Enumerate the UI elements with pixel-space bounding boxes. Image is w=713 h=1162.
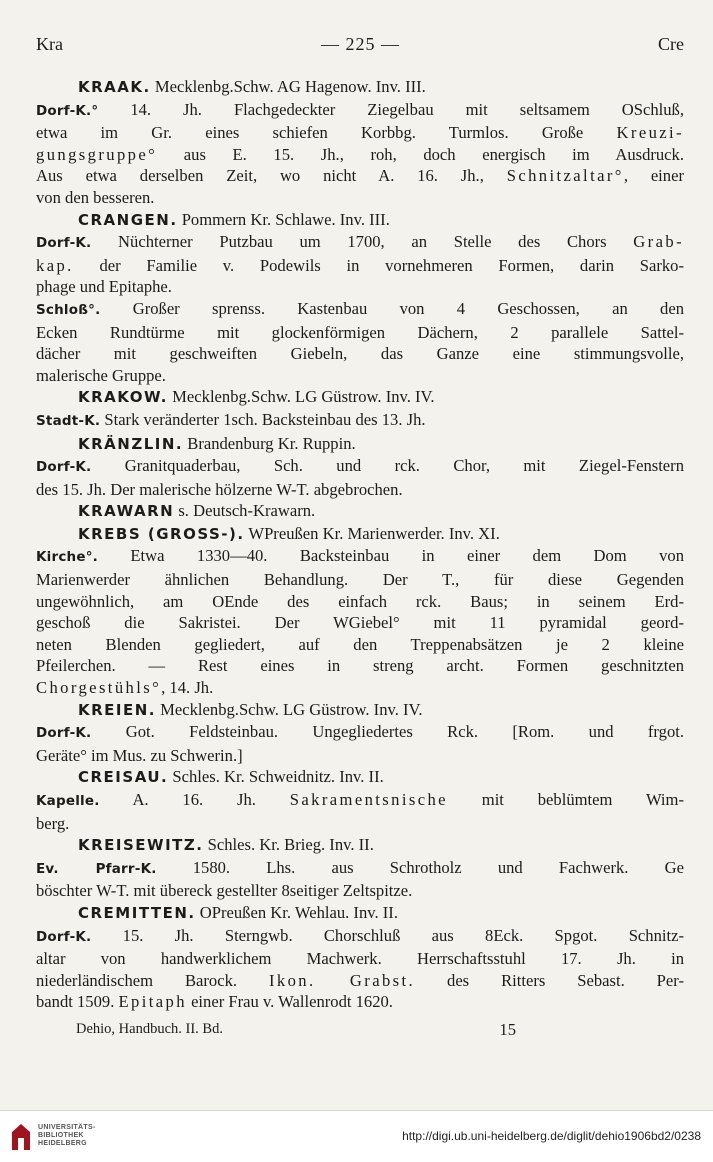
entry-headword: KRAKOW. [78,388,169,407]
text-segment: Stark veränderter 1sch. Backsteinbau des 13. Jh. [100,409,426,429]
text-line [36,766,684,789]
text-line [36,209,684,232]
text-line [36,745,684,767]
text-line [36,187,684,209]
text-segment: altar von handwerklichem Machwerk. Herrschaftsstuhl 17. Jh. in [36,949,684,969]
text-segment: aus E. 15. Jh., roh, doch energisch im Ausdruck. [157,144,684,164]
footer-signature: Dehio, Handbuch. II. Bd. [76,1020,223,1037]
text-line [36,231,684,255]
building-label: Kapelle. [36,793,100,809]
text-segment: Got. Feldsteinbau. Ungegliedertes Rck. [Rom. und frgot. [91,722,684,742]
text-line [36,857,684,881]
text-line [36,902,684,925]
text-line [36,677,684,699]
text-segment: A. 16. Jh. [99,790,290,809]
entry-headword: KRAWARN [78,502,175,521]
text-line [36,569,684,591]
building-label: Dorf-K. [36,928,92,945]
text-line [36,122,684,144]
text-line [36,479,684,501]
text-segment: Großer sprenss. Kastenbau von 4 Geschossen, an den [100,298,684,318]
text-segment: Schnitzaltar° [506,166,624,186]
text-line [36,433,684,456]
text-line [36,500,684,523]
text-segment: niederländischem Barock. [36,970,269,990]
text-line [36,144,684,166]
text-segment: geschoß die Sakristei. Der WGiebel° mit 11 pyramidal geord- [36,613,684,633]
text-segment: , einer [623,166,684,186]
building-label: Kirche°. [36,549,98,566]
text-segment: Mecklenbg.Schw. AG Hagenow. Inv. III. [150,77,426,96]
text-segment: ungewöhnlich, am OEnde des einfach rck. Baus; in seinem Erd- [36,591,684,611]
text-segment: einer Frau v. Wallenrodt 1620. [186,992,393,1012]
text-segment: kap. [36,255,74,275]
text-segment: berg. [36,813,70,833]
footer [36,1019,684,1041]
text-segment: 15. Jh. Sterngwb. Chorschluß aus 8Eck. Spgot. Schnitz- [91,925,684,945]
text-line [36,99,684,123]
text-segment: gungsgruppe° [36,144,158,164]
entry [36,834,684,902]
entry-headword: KREISEWITZ. [78,836,204,855]
entry [36,766,684,834]
text-segment: malerische Gruppe. [36,365,166,385]
bottom-bar [0,1110,713,1162]
building-label: Dorf-K. [36,725,92,742]
text-segment: dächer mit geschweiften Giebeln, das Ganze eine stimmungsvolle, [36,344,684,364]
text-line [36,991,684,1013]
entry-headword: KRAAK. [78,78,151,96]
text-line [36,970,684,992]
text-line [36,655,684,677]
entry [36,699,684,767]
text-segment: Nüchterner Putzbau um 1700, an Stelle des Chors [91,232,634,252]
building-label: Dorf-K. [36,459,92,476]
text-segment: , 14. Jh. [161,678,214,698]
entry [36,386,684,432]
text-segment: bandt 1509. [36,992,119,1012]
text-line [36,789,684,813]
text-segment: Granitquaderbau, Sch. und rck. Chor, mit Ziegel-Fenstern [91,456,684,476]
building-label: Stadt-K. [36,412,101,429]
entry [36,902,684,1013]
text-line [36,276,684,298]
text-segment: Ikon. Grabst. [268,970,416,990]
building-label: Dorf-K. [36,235,92,252]
text-segment: Ecken Rundtürme mit glockenförmigen Dächern, 2 parallele Sattel- [36,322,684,342]
text-segment: der Familie v. Podewils in vornehmeren Formen, darin Sarko- [73,255,684,275]
text-segment: Kreuzi- [616,123,684,143]
text-line [36,255,684,277]
text-line [36,699,684,722]
text-segment: phage und Epitaphe. [36,277,172,297]
text-line [36,455,684,479]
text-line [36,523,684,546]
text-line [36,409,684,433]
entry-headword: CRANGEN. [78,210,178,229]
building-label: Dorf-K.° [36,102,99,119]
text-line [36,834,684,857]
entry-headword: CREISAU. [78,768,169,787]
text-line [36,545,684,569]
text-segment: Brandenburg Kr. Ruppin. [183,433,356,453]
text-segment: Sakramentsnische [289,790,448,809]
text-segment: Etwa 1330—40. Backsteinbau in einer dem Dom von [98,546,684,566]
signature-number: 15 [499,1019,516,1039]
text-segment: Grab- [633,232,684,252]
entry [36,433,684,501]
text-line [36,948,684,970]
header-left: Kra [36,34,63,55]
text-segment: 1580. Lhs. aus Schrotholz und Fachwerk. Ge [156,857,684,877]
text-segment: s. Deutsch-Krawarn. [174,501,316,521]
running-header [36,30,684,60]
text-segment: Pfeilerchen. — Rest eines in streng archt. Formen geschnitzten [36,656,684,676]
text-segment: mit beblümtem Wim- [447,790,684,809]
text-segment: Aus etwa derselben Zeit, wo nicht A. 16. Jh., [36,166,507,186]
page-text [36,30,684,1041]
text-segment: des 15. Jh. Der malerische hölzerne W-T. abgebrochen. [36,479,403,499]
entries [36,76,684,1013]
text-segment: Epitaph [118,992,187,1012]
text-segment: des Ritters Sebast. Per- [415,970,684,990]
text-segment: OPreußen Kr. Wehlau. Inv. II. [195,902,398,922]
building-label: Ev. Pfarr-K. [36,860,157,877]
text-segment: Mecklenbg.Schw. LG Güstrow. Inv. IV. [168,387,435,407]
text-line [36,925,684,949]
page-number: — 225 — [320,34,400,55]
text-line [36,386,684,409]
text-line [36,298,684,322]
permalink[interactable]: http://digi.ub.uni-heidelberg.de/diglit/dehio1906bd2/0238 [402,1129,701,1143]
text-segment: Schles. Kr. Brieg. Inv. II. [203,835,374,855]
text-segment: Pommern Kr. Schlawe. Inv. III. [177,209,390,229]
text-line [36,612,684,634]
text-line [36,365,684,387]
library-name: UNIVERSITÄTS- BIBLIOTHEK HEIDELBERG [38,1124,96,1147]
entry-headword: KREBS (GROSS-). [78,524,245,543]
text-segment: 14. Jh. Flachgedeckter Ziegelbau mit seltsamem OSchluß, [98,99,684,119]
text-line [36,322,684,344]
text-line [36,721,684,745]
text-line [36,76,684,99]
text-line [36,343,684,365]
library-logo-icon [10,1122,32,1152]
text-segment: WPreußen Kr. Marienwerder. Inv. XI. [244,523,500,543]
entry [36,76,684,209]
text-segment: Mecklenbg.Schw. LG Güstrow. Inv. IV. [156,699,423,719]
text-segment: neten Blenden gegliedert, auf den Treppenabsätzen je 2 kleine [36,634,684,654]
text-segment: von den besseren. [36,187,155,207]
text-line [36,880,684,902]
text-segment: Schles. Kr. Schweidnitz. Inv. II. [168,767,384,787]
text-line [36,634,684,656]
text-segment: Chorgestühls° [36,678,162,698]
text-segment: Marienwerder ähnlichen Behandlung. Der T., für diese Gegenden [36,570,684,590]
text-segment: Geräte° im Mus. zu Schwerin.] [36,745,243,765]
entry [36,500,684,523]
entry [36,523,684,699]
entry-headword: CREMITTEN. [78,903,196,922]
header-right: Cre [657,34,684,55]
text-segment: böschter W-T. mit übereck gestellter 8seitiger Zeltspitze. [36,881,413,901]
text-segment: etwa im Gr. eines schiefen Korbbg. Turmlos. Große [36,123,617,143]
text-line [36,813,684,835]
entry-headword: KREIEN. [78,700,156,719]
building-label: Schloß°. [36,301,101,318]
entry [36,209,684,387]
text-line [36,165,684,187]
text-line [36,591,684,613]
entry-headword: KRÄNZLIN. [78,434,184,453]
